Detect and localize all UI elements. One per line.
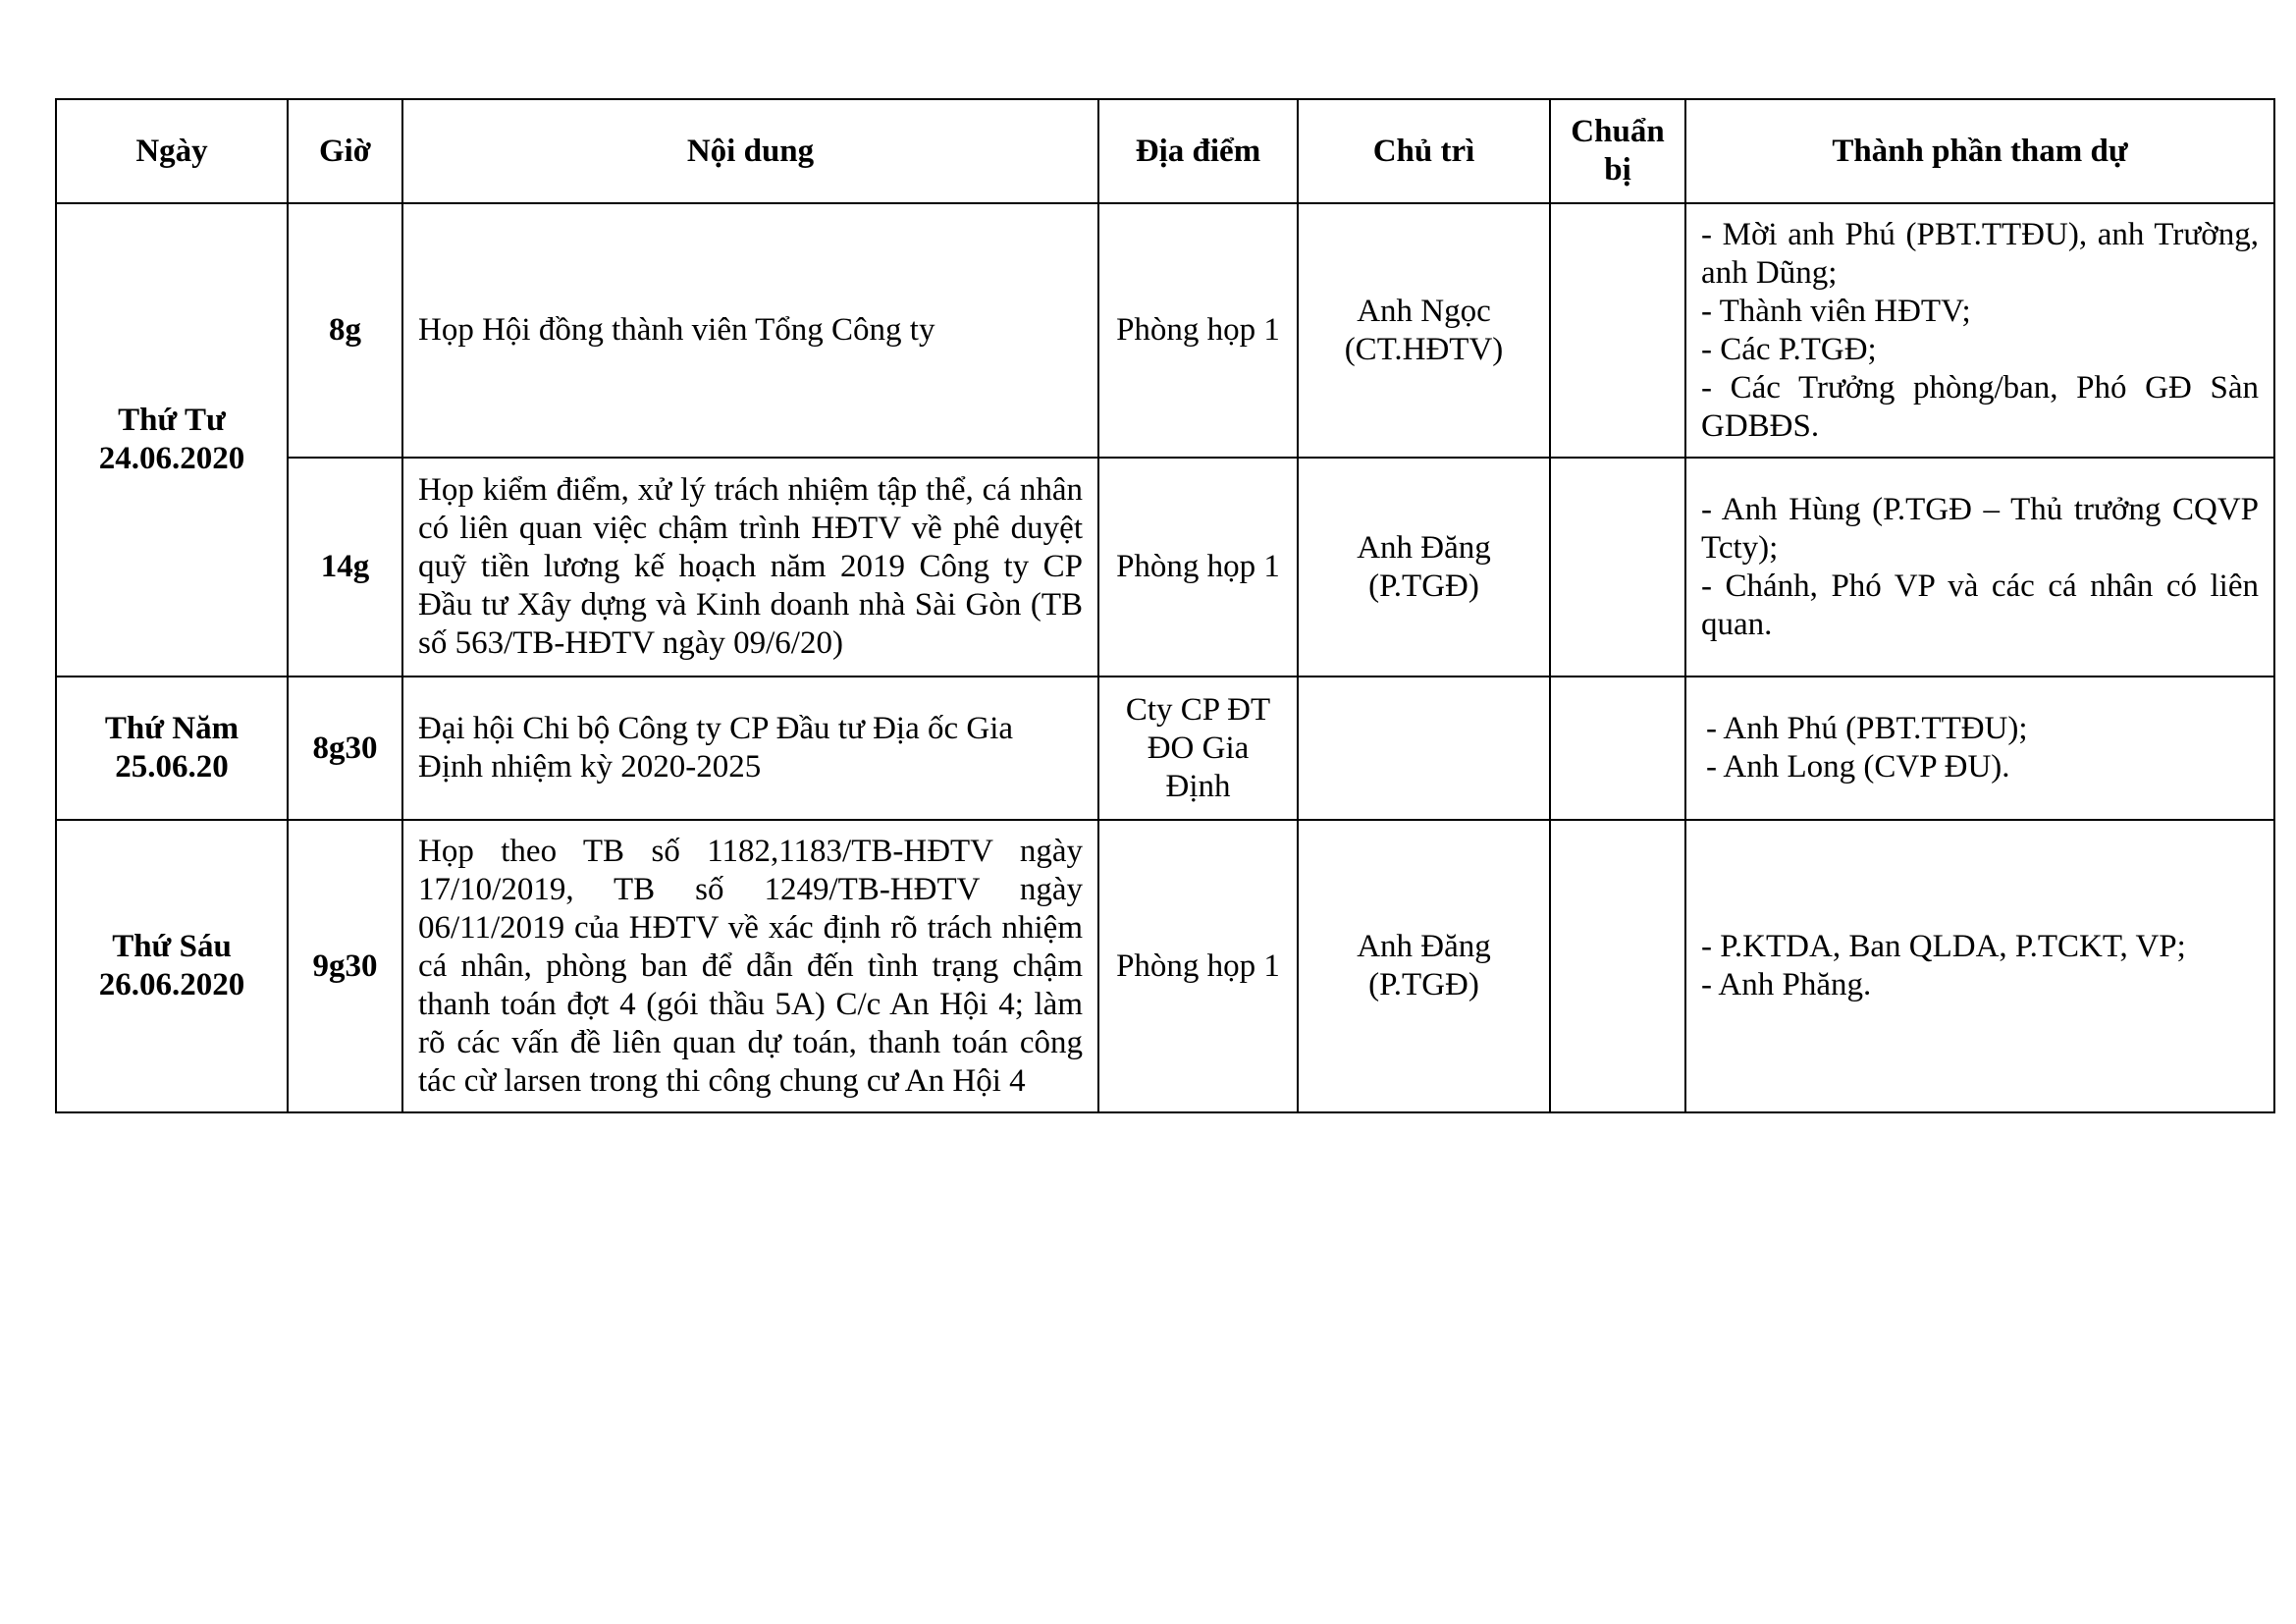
chair-title: (P.TGĐ) xyxy=(1368,568,1479,604)
time-cell: 14g xyxy=(288,458,402,677)
location-cell: Phòng họp 1 xyxy=(1098,820,1298,1112)
participants-cell xyxy=(1685,820,2274,1112)
prepare-cell xyxy=(1550,677,1685,820)
content-cell: Đại hội Chi bộ Công ty CP Đầu tư Địa ốc Gia Định nhiệm kỳ 2020-2025 xyxy=(402,677,1098,820)
chair-title: (P.TGĐ) xyxy=(1368,967,1479,1002)
weekly-schedule-table xyxy=(55,98,2275,1113)
time-cell: 8g xyxy=(288,203,402,458)
chair-title: (CT.HĐTV) xyxy=(1344,331,1504,367)
table-row xyxy=(56,820,2274,1112)
prepare-cell xyxy=(1550,820,1685,1112)
content-cell: Họp kiểm điểm, xử lý trách nhiệm tập thể, cá nhân có liên quan việc chậm trình HĐTV về phê duyệt quỹ tiền lương kế hoạch năm 2019 Công ty CP Đầu tư Xây dựng và Kinh doanh nhà Sài Gòn (TB số 563/TB-HĐTV ngày 09/6/20) xyxy=(402,458,1098,677)
participant-line: - Chánh, Phó VP và các cá nhân có liên quan. xyxy=(1701,568,2259,642)
location-cell xyxy=(1098,677,1298,820)
participant-line: - Anh Long (CVP ĐU). xyxy=(1706,749,2010,785)
day-date: 25.06.20 xyxy=(115,749,229,785)
chair-cell xyxy=(1298,458,1550,677)
header-time: Giờ xyxy=(288,99,402,203)
header-prepare-line-2: bị xyxy=(1604,152,1631,188)
content-cell: Họp theo TB số 1182,1183/TB-HĐTV ngày 17/10/2019, TB số 1249/TB-HĐTV ngày 06/11/2019 của HĐTV về xác định rõ trách nhiệm cá nhân, phòng ban để dẫn đến tình trạng chậm thanh toán đợt 4 (gói thầu 5A) C/c An Hội 4; làm rõ các vấn đề liên quan dự toán, thanh toán công tác cừ larsen trong thi công chung cư An Hội 4 xyxy=(402,820,1098,1112)
time-cell: 9g30 xyxy=(288,820,402,1112)
chair-cell xyxy=(1298,820,1550,1112)
location-line: Định xyxy=(1165,768,1231,804)
day-cell xyxy=(56,677,288,820)
day-name: Thứ Năm xyxy=(104,711,240,746)
day-cell xyxy=(56,820,288,1112)
header-chair: Chủ trì xyxy=(1298,99,1550,203)
chair-name: Anh Đăng xyxy=(1357,929,1491,964)
location-line: ĐO Gia xyxy=(1147,730,1250,766)
table-row xyxy=(56,677,2274,820)
participant-line: - Thành viên HĐTV; xyxy=(1701,293,1971,329)
time-cell: 8g30 xyxy=(288,677,402,820)
chair-cell xyxy=(1298,677,1550,820)
participant-line: - Anh Hùng (P.TGĐ – Thủ trưởng CQVP Tcty); xyxy=(1701,491,2259,566)
participants-cell xyxy=(1685,203,2274,458)
chair-name: Anh Đăng xyxy=(1357,529,1491,566)
header-row xyxy=(56,99,2274,203)
day-cell xyxy=(56,203,288,677)
header-location: Địa điểm xyxy=(1098,99,1298,203)
day-name: Thứ Tư xyxy=(118,403,226,438)
participant-line: - Các Trưởng phòng/ban, Phó GĐ Sàn GDBĐS. xyxy=(1701,369,2259,444)
participant-line: - Anh Phú (PBT.TTĐU); xyxy=(1706,711,2028,746)
day-name: Thứ Sáu xyxy=(112,929,232,964)
day-date: 26.06.2020 xyxy=(98,967,245,1002)
participant-line: - Anh Phăng. xyxy=(1701,967,1872,1002)
chair-name: Anh Ngọc xyxy=(1357,293,1491,329)
location-cell: Phòng họp 1 xyxy=(1098,203,1298,458)
header-content: Nội dung xyxy=(402,99,1098,203)
prepare-cell xyxy=(1550,203,1685,458)
table-row xyxy=(56,458,2274,677)
header-prepare xyxy=(1550,99,1685,203)
header-day: Ngày xyxy=(56,99,288,203)
participant-line: - P.KTDA, Ban QLDA, P.TCKT, VP; xyxy=(1701,929,2186,964)
participant-line: - Mời anh Phú (PBT.TTĐU), anh Trường, anh Dũng; xyxy=(1701,216,2259,291)
day-date: 24.06.2020 xyxy=(98,441,245,476)
participants-cell xyxy=(1685,677,2274,820)
prepare-cell xyxy=(1550,458,1685,677)
content-cell: Họp Hội đồng thành viên Tổng Công ty xyxy=(402,203,1098,458)
table-row xyxy=(56,203,2274,458)
participant-line: - Các P.TGĐ; xyxy=(1701,331,1877,367)
header-participants: Thành phần tham dự xyxy=(1685,99,2274,203)
location-line: Cty CP ĐT xyxy=(1125,691,1271,728)
location-cell: Phòng họp 1 xyxy=(1098,458,1298,677)
header-prepare-line-1: Chuẩn xyxy=(1571,114,1665,149)
chair-cell xyxy=(1298,203,1550,458)
participants-cell xyxy=(1685,458,2274,677)
